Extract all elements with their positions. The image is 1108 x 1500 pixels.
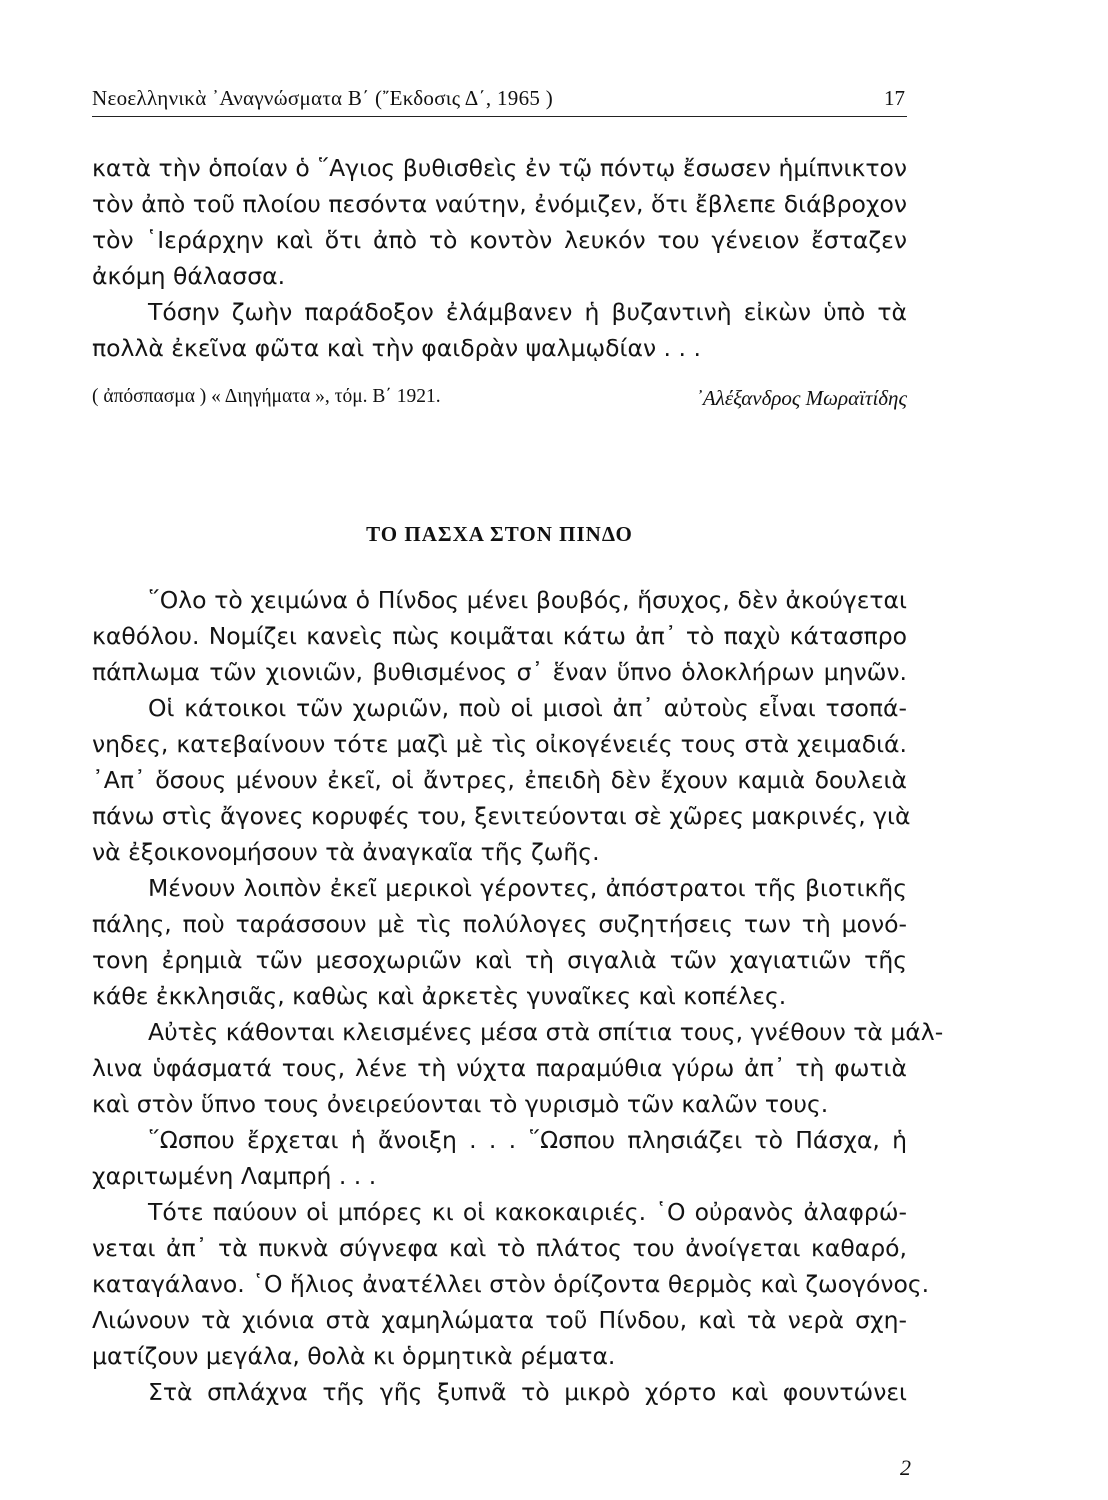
chapter-line: νεται ἀπ᾿ τὰ πυκνὰ σύγνεφα καὶ τὸ πλάτος του ἀνοίγεται καθαρό, <box>92 1234 907 1262</box>
source-citation <box>92 384 907 414</box>
chapter-line: ῞Ολο τὸ χειμώνα ὁ Πίνδος μένει βουβός, ἥσυχος, δὲν ἀκούγεται <box>148 586 907 614</box>
chapter-line: Οἱ κάτοικοι τῶν χωριῶν, ποὺ οἱ μισοὶ ἀπ᾿ αὐτοὺς εἶναι τσοπά- <box>148 694 907 722</box>
chapter-line: ματίζουν μεγάλα, θολὰ κι ὁρμητικὰ ρέματα. <box>92 1342 616 1370</box>
citation-text: ( ἀπόσπασμα ) « Διηγήματα », τόμ. Β΄ 1921. <box>92 386 441 407</box>
chapter-title: ΤΟ ΠΑΣΧΑ ΣΤΟΝ ΠΙΝΔΟ <box>366 522 633 546</box>
chapter-line: ῞Ωσπου ἔρχεται ἡ ἄνοιξη . . . ῞Ωσπου πλησιάζει τὸ Πάσχα, ἡ <box>148 1126 907 1154</box>
chapter-line: νηδες, κατεβαίνουν τότε μαζὶ μὲ τὶς οἰκογένειές τους στὰ χειμαδιά. <box>92 730 907 758</box>
excerpt-line: ἀκόμη θάλασσα. <box>92 262 286 290</box>
chapter-line: Μένουν λοιπὸν ἐκεῖ μερικοὶ γέροντες, ἀπόστρατοι τῆς βιοτικῆς <box>148 874 907 902</box>
chapter-line: χαριτωμένη Λαμπρή . . . <box>92 1162 377 1190</box>
chapter-line: καταγάλανο. ῾Ο ἥλιος ἀνατέλλει στὸν ὁρίζοντα θερμὸς καὶ ζωογόνος. <box>92 1270 930 1298</box>
excerpt-line: κατὰ τὴν ὁποίαν ὁ ῞Αγιος βυθισθεὶς ἐν τῷ πόντῳ ἔσωσεν ἡμίπνικτον <box>92 154 907 182</box>
running-head <box>92 82 907 117</box>
running-head-title: Νεοελληνικὰ ᾿Αναγνώσματα Β΄ (῎Εκδοσις Δ΄, 1965 ) <box>92 86 554 110</box>
signature-mark: 2 <box>900 1455 911 1480</box>
chapter-line: καθόλου. Νομίζει κανεὶς πὼς κοιμᾶται κάτω ἀπ᾿ τὸ παχὺ κάτασπρο <box>92 622 907 650</box>
chapter-line: Αὐτὲς κάθονται κλεισμένες μέσα στὰ σπίτια τους, γνέθουν τὰ μάλ- <box>148 1018 944 1046</box>
excerpt-line: Τόσην ζωὴν παράδοξον ἐλάμβανεν ἡ βυζαντινὴ εἰκὼν ὑπὸ τὰ <box>148 298 907 326</box>
author-name: ᾿Αλέξανδρος Μωραϊτίδης <box>695 386 907 410</box>
chapter-line: πάνω στὶς ἄγονες κορυφές του, ξενιτεύονται σὲ χῶρες μακρινές, γιὰ <box>92 802 911 830</box>
chapter-line: λινα ὑφάσματά τους, λένε τὴ νύχτα παραμύθια γύρω ἀπ᾿ τὴ φωτιὰ <box>92 1054 907 1082</box>
excerpt-line: τὸν ἀπὸ τοῦ πλοίου πεσόντα ναύτην, ἐνόμιζεν, ὅτι ἔβλεπε διάβροχον <box>92 190 907 218</box>
page-number: 17 <box>884 86 905 110</box>
chapter-line: τονη ἐρημιὰ τῶν μεσοχωριῶν καὶ τὴ σιγαλιὰ τῶν χαγιατιῶν τῆς <box>92 946 907 974</box>
chapter-line: Στὰ σπλάχνα τῆς γῆς ξυπνᾶ τὸ μικρὸ χόρτο καὶ φουντώνει <box>148 1378 907 1406</box>
chapter-line: Λιώνουν τὰ χιόνια στὰ χαμηλώματα τοῦ Πίνδου, καὶ τὰ νερὰ σχη- <box>92 1306 907 1334</box>
chapter-line: ᾿Απ᾿ ὅσους μένουν ἐκεῖ, οἱ ἄντρες, ἐπειδὴ δὲν ἔχουν καμιὰ δουλειὰ <box>92 766 907 794</box>
chapter-line: Τότε παύουν οἱ μπόρες κι οἱ κακοκαιριές. ῾Ο οὐρανὸς ἀλαφρώ- <box>148 1198 907 1226</box>
chapter-line: νὰ ἐξοικονομήσουν τὰ ἀναγκαῖα τῆς ζωῆς. <box>92 838 600 866</box>
chapter-line: πάλης, ποὺ ταράσσουν μὲ τὶς πολύλογες συζητήσεις των τὴ μονό- <box>92 910 907 938</box>
chapter-line: καὶ στὸν ὕπνο τους ὀνειρεύονται τὸ γυρισμὸ τῶν καλῶν τους. <box>92 1090 829 1118</box>
chapter-line: κάθε ἐκκλησιᾶς, καθὼς καὶ ἀρκετὲς γυναῖκες καὶ κοπέλες. <box>92 982 787 1010</box>
chapter-line: πάπλωμα τῶν χιονιῶν, βυθισμένος σ᾿ ἕναν ὕπνο ὁλοκλήρων μηνῶν. <box>92 658 907 686</box>
excerpt-line: τὸν ῾Ιεράρχην καὶ ὅτι ἀπὸ τὸ κοντὸν λευκόν του γένειον ἔσταζεν <box>92 226 907 254</box>
excerpt-line: πολλὰ ἐκεῖνα φῶτα καὶ τὴν φαιδρὰν ψαλμῳδίαν . . . <box>92 334 701 362</box>
